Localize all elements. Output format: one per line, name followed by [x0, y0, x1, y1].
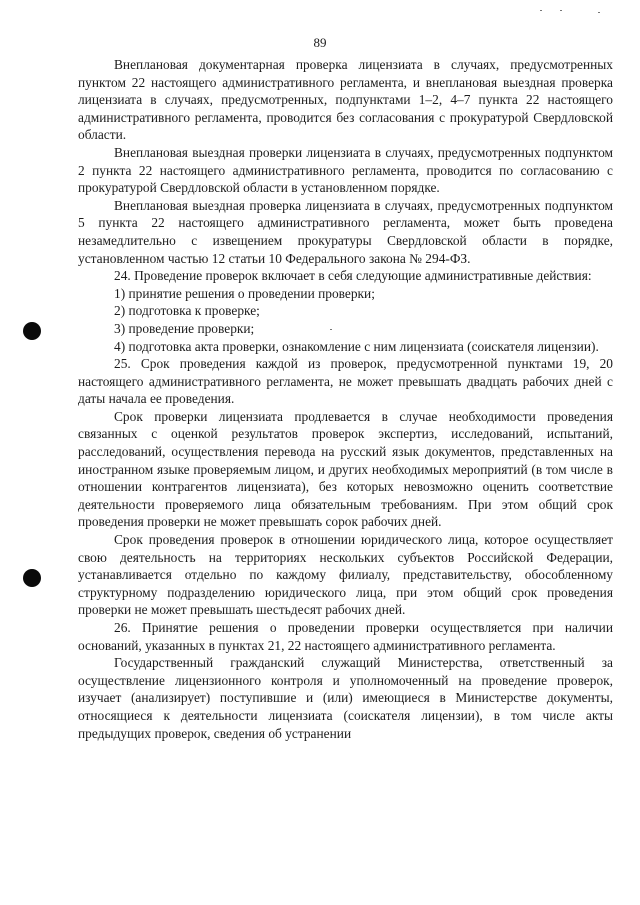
list-item: 3) проведение проверки;	[114, 320, 255, 336]
paragraph: Срок проведения проверок в отношении юридического лица, которое осуществляет свою деятельность на территориях нескольких субъектов Российской Федерации, устанавливается отдельно по каждому филиалу, представительству, обособленному структурному подразделению юридического лица, при этом общий срок проведения проверки не может превышать шестьдесят рабочих дней.	[78, 532, 613, 618]
scan-speck	[540, 10, 542, 11]
paragraph: Срок проверки лицензиата продлевается в случае необходимости проведения связанных с оценкой результатов проверок экспертиз, исследований, испытаний, расследований, осуществления перевода на русский язык документов, представленных на иностранном языке проверяемым лицом, и других необходимых мероприятий (в том числе в отношении контрагентов лицензиата), без которых невозможно оценить соответствие деятельности проверяемого лица обязательным требованиям. При этом общий срок проведения проверки не может превышать сорок рабочих дней.	[78, 408, 613, 530]
paragraph: 24. Проведение проверок включает в себя следующие административные действия:	[114, 268, 592, 284]
paragraph: Внеплановая выездная проверка лицензиата в случаях, предусмотренных подпунктом 5 пункта 22 настоящего административного регламента, может быть проведена незамедлительно с извещением прокуратуры Свердловской области в порядке, установленном частью 12 статьи 10 Федерального закона № 294-ФЗ.	[78, 197, 613, 266]
list-item: 1) принятие решения о проведении проверки;	[114, 285, 375, 301]
list-item: 4) подготовка акта проверки, ознакомление с ним лицензиата (соискателя лицензии).	[114, 338, 599, 354]
paragraph: Внеплановая документарная проверка лицензиата в случаях, предусмотренных пунктом 22 настоящего административного регламента, и внеплановая выездная проверка лицензиата в случаях, предусмотренных, подпунктами 1–2, 4–7 пункта 22 настоящего административного регламента, проводится без согласования с прокуратурой Свердловской области.	[78, 57, 613, 143]
punch-hole-icon	[23, 322, 41, 340]
paragraph: Внеплановая выездная проверки лицензиата в случаях, предусмотренных подпунктом 2 пункта 22 настоящего административного регламента, проводится по согласованию с прокуратурой Свердловской области в установленном порядке.	[78, 144, 613, 196]
document-body	[78, 56, 613, 742]
page-number: 89	[313, 35, 327, 50]
list-item: 2) подготовка к проверке;	[114, 303, 260, 319]
scan-speck	[560, 10, 562, 11]
paragraph: Государственный гражданский служащий Министерства, ответственный за осуществление лицензионного контроля и уполномоченный на проведение проверок, изучает (анализирует) поступившие и (или) имеющиеся в Министерстве документы, относящиеся к деятельности лицензиата (соискателя лицензии), в том числе акты предыдущих проверок, сведения об устранении	[78, 655, 613, 741]
paragraph: 26. Принятие решения о проведении проверки осуществляется при наличии оснований, указанных в пунктах 21, 22 настоящего административного регламента.	[78, 620, 613, 653]
paragraph: 25. Срок проведения каждой из проверок, предусмотренной пунктами 19, 20 настоящего административного регламента, не может превышать двадцать рабочих дней с даты начала ее проведения.	[78, 356, 613, 407]
punch-hole-icon	[23, 569, 41, 587]
scan-speck	[598, 12, 600, 13]
